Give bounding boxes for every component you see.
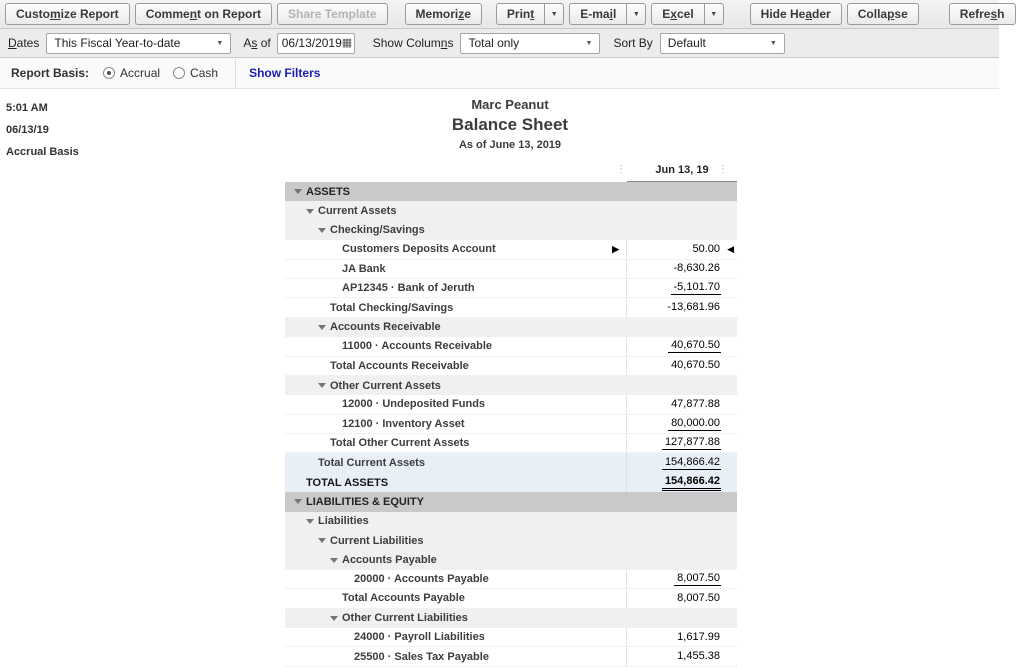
amount-cell [627,415,737,433]
account-name-cell [285,531,627,550]
table-row[interactable] [285,240,737,259]
collapse-triangle-icon[interactable] [294,499,302,504]
report-date: 06/13/19 [6,124,49,136]
sort-by-value: Default [667,36,706,50]
filter-bar [0,29,999,58]
email-button-group [569,3,646,25]
table-row[interactable] [285,492,737,511]
account-name-cell [285,221,627,240]
account-name-cell [285,453,627,472]
amount-cell [627,240,737,258]
account-name-cell [285,434,627,452]
amount-value[interactable]: 40,670.50 [668,339,721,353]
account-label: Current Assets [318,205,397,218]
account-label: LIABILITIES & EQUITY [306,495,424,508]
table-header-row [285,162,737,182]
account-label: Total Checking/Savings [330,301,454,314]
account-label: Liabilities [318,515,369,528]
account-name-cell [285,201,627,220]
table-row[interactable] [285,434,737,453]
table-row[interactable] [285,337,737,356]
amount-value[interactable]: 154,866.42 [662,475,721,491]
dates-dropdown-value: This Fiscal Year-to-date [54,36,181,50]
chevron-down-icon: ▼ [769,39,777,47]
column-drag-handle-icon[interactable]: ⋮ [616,164,625,175]
account-name-cell [285,298,627,316]
amount-value[interactable]: 80,000.00 [668,417,721,431]
collapse-triangle-icon[interactable] [318,538,326,543]
column-header-date[interactable]: Jun 13, 19 [627,162,737,182]
amount-value[interactable]: -13,681.96 [667,301,720,314]
amount-cell [627,182,737,201]
collapse-triangle-icon[interactable] [330,558,338,563]
account-label: ASSETS [306,185,351,198]
sort-by-dropdown[interactable] [660,33,785,54]
account-label: Total Current Assets [318,457,425,470]
show-filters-link[interactable]: Show Filters [249,66,321,80]
account-label: Customers Deposits Account [342,243,496,256]
account-label: Accounts Receivable [330,321,441,334]
collapse-triangle-icon[interactable] [330,616,338,621]
table-row[interactable] [285,182,737,201]
row-expand-arrow-icon: ▶ [612,244,619,255]
report-basis-label: Report Basis: [11,66,90,80]
table-row[interactable] [285,376,737,395]
report-basis-accrual-radio[interactable] [103,66,160,80]
report-time: 5:01 AM [6,102,48,114]
radio-icon [103,67,115,79]
excel-button[interactable]: E x cel [651,3,704,25]
amount-value[interactable]: -8,630.26 [673,262,720,275]
table-body [285,182,737,667]
table-row[interactable] [285,201,737,220]
account-label: Accounts Payable [342,554,437,567]
account-name-cell [285,550,627,569]
account-label: 20000 · Accounts Payable [354,573,489,585]
dates-label: Dates [8,36,40,50]
chevron-down-icon: ▼ [216,39,224,47]
asof-date-input[interactable] [277,33,355,54]
report-basis-text: Accrual Basis [6,146,79,158]
table-row[interactable] [285,453,737,472]
table-row[interactable] [285,609,737,628]
amount-cell [627,337,737,355]
collapse-button[interactable]: Colla p se [847,3,919,25]
account-name-cell [285,628,627,646]
amount-cell [627,357,737,375]
account-name-cell [285,589,627,607]
account-label: 25500 · Sales Tax Payable [354,650,489,663]
amount-cell [627,492,737,511]
email-button[interactable]: E-ma i l [569,3,627,25]
amount-value[interactable]: 50.00 [692,242,720,255]
account-name-cell [285,182,627,201]
account-name-cell [285,415,627,433]
account-label: TOTAL ASSETS [306,476,389,489]
account-name-cell [285,512,627,531]
table-row[interactable] [285,647,737,666]
account-name-cell [285,395,627,413]
radio-label: Cash [190,66,219,80]
selected-value-arrow-icon: ◀ [727,244,734,255]
sort-by-label: Sort By [613,36,653,50]
collapse-triangle-icon[interactable] [306,209,314,214]
account-name-cell [285,492,627,511]
amount-value[interactable]: 8,007.50 [674,572,721,586]
account-name-cell [285,279,627,297]
table-row[interactable] [285,570,737,589]
amount-cell [627,434,737,452]
radio-label: Accrual [120,66,161,80]
table-row[interactable] [285,357,737,376]
calendar-icon[interactable]: ▦ [341,36,353,49]
account-name-cell [285,318,627,337]
collapse-triangle-icon[interactable] [294,189,302,194]
excel-button-dropdown-arrow[interactable]: ▼ [705,3,724,25]
report-title-block [21,97,999,151]
asof-date-value: 06/13/2019 [281,36,342,50]
amount-cell [627,628,737,646]
report-basis-bar [0,58,999,89]
account-label: Total Other Current Assets [330,437,470,450]
customize-report-button[interactable]: Custo m ize Report [5,3,130,25]
show-columns-dropdown[interactable] [460,33,600,54]
amount-cell [627,395,737,413]
account-name-cell [285,376,627,395]
account-name-cell [285,337,627,355]
table-row[interactable] [285,279,737,298]
show-columns-label: Show Columns [372,36,454,50]
show-columns-value: Total only [468,36,520,50]
account-label: JA Bank [342,262,386,275]
table-row[interactable] [285,531,737,550]
table-row[interactable] [285,221,737,240]
account-name-cell [285,240,627,258]
account-label: Current Liabilities [330,534,424,547]
column-drag-handle-icon[interactable]: ⋮ [718,164,727,175]
amount-value[interactable]: 47,877.88 [671,397,720,410]
account-name-cell [285,357,627,375]
report-basis-cash-radio[interactable] [173,66,218,80]
report-title: Balance Sheet [451,115,569,134]
amount-cell [627,609,737,628]
collapse-triangle-icon[interactable] [318,228,326,233]
amount-value[interactable]: 8,007.50 [677,591,720,604]
hide-header-button[interactable]: Hide He a der [750,3,842,25]
dates-dropdown[interactable] [46,33,231,54]
report-subtitle: As of June 13, 2019 [458,139,562,151]
balance-sheet-table [285,162,737,667]
account-label: 24000 · Payroll Liabilities [354,631,485,644]
account-label: Other Current Assets [330,379,441,392]
amount-value[interactable]: 40,670.50 [671,359,720,372]
amount-value[interactable]: 127,877.88 [662,436,721,450]
print-button-group [496,3,564,25]
amount-value[interactable]: 1,617.99 [677,630,720,643]
amount-cell [627,453,737,472]
amount-cell [627,550,737,569]
amount-value[interactable]: -5,101.70 [671,281,721,295]
report-toolbar [0,0,1005,29]
collapse-triangle-icon[interactable] [318,325,326,330]
amount-cell [627,298,737,316]
report-canvas [0,89,999,664]
print-button-dropdown-arrow[interactable]: ▼ [545,3,564,25]
excel-button-group [651,3,723,25]
account-label: Total Accounts Receivable [330,359,469,372]
table-row[interactable] [285,589,737,608]
amount-cell [627,221,737,240]
company-name: Marc Peanut [471,97,549,112]
account-label: 12000 · Undeposited Funds [342,398,486,411]
amount-cell [627,570,737,588]
table-row[interactable] [285,298,737,317]
account-label: 11000 · Accounts Receivable [342,340,493,353]
account-label: AP12345 · Bank of Jeruth [342,282,475,295]
memorize-button[interactable]: Memori z e [405,3,482,25]
amount-cell [627,201,737,220]
collapse-triangle-icon[interactable] [306,519,314,524]
account-label: Total Accounts Payable [342,592,465,605]
table-row[interactable] [285,395,737,414]
amount-cell [627,376,737,395]
report-basis-radios [103,66,231,80]
table-row[interactable] [285,628,737,647]
vertical-divider [235,59,236,88]
amount-value[interactable]: 1,455.38 [677,650,720,663]
table-row[interactable] [285,415,737,434]
amount-cell [627,279,737,297]
radio-icon [173,67,185,79]
account-name-cell [285,609,627,628]
amount-cell [627,531,737,550]
amount-cell [627,512,737,531]
email-button-dropdown-arrow[interactable]: ▼ [627,3,646,25]
amount-value[interactable]: 154,866.42 [662,456,721,470]
table-row[interactable] [285,550,737,569]
chevron-down-icon: ▼ [585,39,593,47]
account-label: Checking/Savings [330,224,425,237]
amount-cell [627,589,737,607]
account-name-cell [285,473,627,492]
table-row[interactable] [285,318,737,337]
table-row[interactable] [285,512,737,531]
account-name-cell [285,570,627,588]
amount-cell [627,473,737,492]
print-button[interactable]: Prin t [496,3,545,25]
amount-cell [627,647,737,665]
account-name-cell [285,260,627,278]
amount-cell [627,318,737,337]
account-label: 12100 · Inventory Asset [342,417,465,430]
refresh-button[interactable]: Refre s h [949,3,1016,25]
amount-cell [627,260,737,278]
table-row[interactable] [285,260,737,279]
collapse-triangle-icon[interactable] [318,383,326,388]
comment-on-report-button[interactable]: Comme n t on Report [135,3,272,25]
account-name-cell [285,647,627,665]
account-label: Other Current Liabilities [342,612,468,625]
table-row[interactable] [285,473,737,492]
share-template-button: Share Template [277,3,387,25]
asof-label: As of [243,36,271,50]
